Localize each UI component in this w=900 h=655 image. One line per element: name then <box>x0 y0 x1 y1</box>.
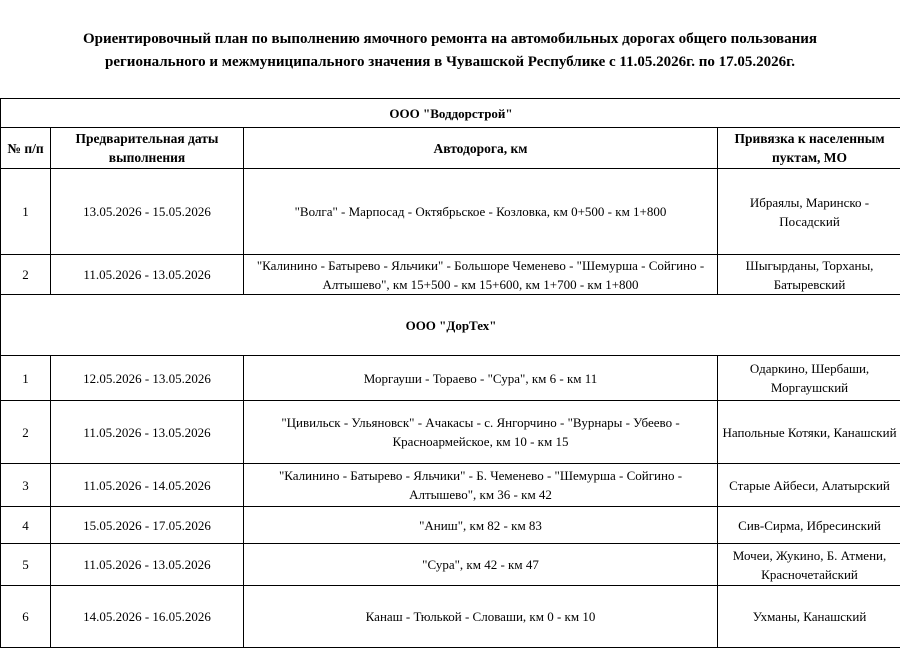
table-row <box>1 507 900 544</box>
row-place: Сив-Сирма, Ибресинский <box>718 507 900 544</box>
column-header-dates: Предварительная даты выполнения <box>51 128 244 169</box>
row-place: Старые Айбеси, Алатырский <box>718 464 900 507</box>
table-row <box>1 464 900 507</box>
row-dates: 13.05.2026 - 15.05.2026 <box>51 169 244 255</box>
row-num: 2 <box>1 401 51 464</box>
company-row <box>1 295 900 356</box>
company-name: ООО "Воддорстрой" <box>1 99 900 128</box>
table-row <box>1 586 900 648</box>
row-dates: 12.05.2026 - 13.05.2026 <box>51 356 244 401</box>
row-road: "Аниш", км 82 - км 83 <box>244 507 718 544</box>
row-place: Напольные Котяки, Канашский <box>718 401 900 464</box>
row-road: "Калинино - Батырево - Яльчики" - Б. Чеменево - "Шемурша - Сойгино - Алтышево", км 36 - км 42 <box>244 464 718 507</box>
row-num: 1 <box>1 169 51 255</box>
repair-plan-table <box>0 98 900 648</box>
row-road: "Калинино - Батырево - Яльчики" - Большоре Чеменево - "Шемурша - Сойгино - Алтышево", км 15+500 - км 15+600, км 1+700 - км 1+800 <box>244 255 718 295</box>
row-num: 4 <box>1 507 51 544</box>
row-place: Одаркино, Шербаши, Моргаушский <box>718 356 900 401</box>
row-place: Шыгырданы, Торханы, Батыревский <box>718 255 900 295</box>
column-header-num: № п/п <box>1 128 51 169</box>
document-title <box>0 0 900 98</box>
row-dates: 11.05.2026 - 13.05.2026 <box>51 255 244 295</box>
table-row <box>1 255 900 295</box>
table-row <box>1 356 900 401</box>
company-row <box>1 99 900 128</box>
row-dates: 11.05.2026 - 14.05.2026 <box>51 464 244 507</box>
title-line-1: Ориентировочный план по выполнению ямочного ремонта на автомобильных дорогах общего пользования <box>82 31 818 47</box>
row-dates: 11.05.2026 - 13.05.2026 <box>51 544 244 586</box>
row-num: 5 <box>1 544 51 586</box>
row-road: "Цивильск - Ульяновск" - Ачакасы - с. Янгорчино - "Вурнары - Убеево - Красноармейское, км 10 - км 15 <box>244 401 718 464</box>
row-place: Ибраялы, Маринско - Посадский <box>718 169 900 255</box>
title-line-2: регионального и межмуниципального значения в Чувашской Республике с 11.05.2026г. по 17.05.2026г. <box>105 54 795 70</box>
row-num: 2 <box>1 255 51 295</box>
row-place: Мочеи, Жукино, Б. Атмени, Красночетайский <box>718 544 900 586</box>
column-header-place: Привязка к населенным пуктам, МО <box>718 128 900 169</box>
table-row <box>1 169 900 255</box>
row-num: 6 <box>1 586 51 648</box>
row-dates: 14.05.2026 - 16.05.2026 <box>51 586 244 648</box>
row-road: "Сура", км 42 - км 47 <box>244 544 718 586</box>
header-row <box>1 128 900 169</box>
column-header-road: Автодорога, км <box>244 128 718 169</box>
row-road: Моргауши - Тораево - "Сура", км 6 - км 11 <box>244 356 718 401</box>
row-place: Ухманы, Канашский <box>718 586 900 648</box>
row-road: Канаш - Тюлькой - Словаши, км 0 - км 10 <box>244 586 718 648</box>
row-road: "Волга" - Марпосад - Октябрьское - Козловка, км 0+500 - км 1+800 <box>244 169 718 255</box>
table-row <box>1 401 900 464</box>
row-num: 1 <box>1 356 51 401</box>
table-row <box>1 544 900 586</box>
row-num: 3 <box>1 464 51 507</box>
row-dates: 11.05.2026 - 13.05.2026 <box>51 401 244 464</box>
company-name: ООО "ДорТех" <box>1 295 900 356</box>
row-dates: 15.05.2026 - 17.05.2026 <box>51 507 244 544</box>
